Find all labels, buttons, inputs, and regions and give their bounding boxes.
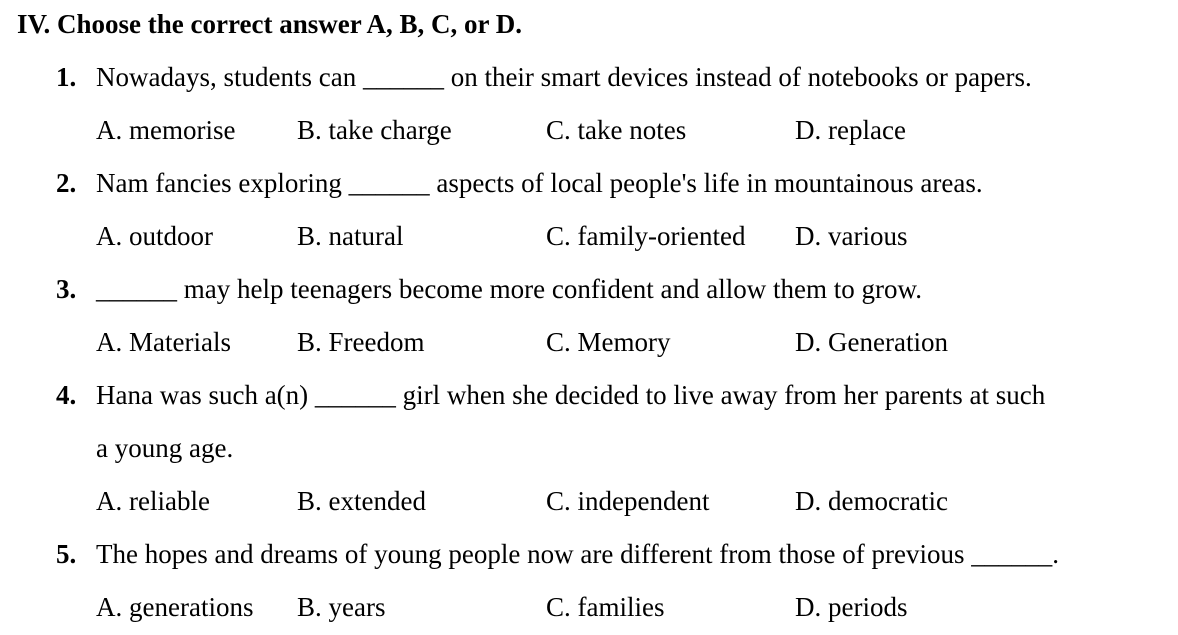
option-a[interactable]: A. generations [96,592,254,622]
question-1 [56,59,1032,95]
option-a[interactable]: A. Materials [96,327,231,357]
option-a[interactable]: A. outdoor [96,221,213,251]
question-2 [56,165,983,201]
option-d[interactable]: D. replace [795,115,906,145]
question-number: 4. [56,380,77,410]
question-text: Nam fancies exploring ______ aspects of local people's life in mountainous areas. [96,168,983,198]
option-d[interactable]: D. democratic [795,486,948,516]
option-c[interactable]: C. independent [546,486,710,516]
question-number: 1. [56,62,77,92]
question-number: 3. [56,274,77,304]
question-number: 5. [56,539,77,569]
option-b[interactable]: B. Freedom [297,327,425,357]
option-c[interactable]: C. take notes [546,115,687,145]
question-3 [56,271,922,307]
question-5 [56,536,1059,572]
question-text-continued: a young age. [96,433,234,463]
option-b[interactable]: B. years [297,592,386,622]
question-text: Nowadays, students can ______ on their smart devices instead of notebooks or papers. [96,62,1032,92]
question-text: The hopes and dreams of young people now are different from those of previous ______. [96,539,1059,569]
option-b[interactable]: B. natural [297,221,404,251]
option-b[interactable]: B. extended [297,486,426,516]
option-b[interactable]: B. take charge [297,115,452,145]
option-d[interactable]: D. Generation [795,327,948,357]
option-d[interactable]: D. various [795,221,908,251]
section-title: IV. Choose the correct answer A, B, C, or D. [17,9,522,39]
option-c[interactable]: C. Memory [546,327,671,357]
option-c[interactable]: C. family-oriented [546,221,746,251]
question-text: Hana was such a(n) ______ girl when she decided to live away from her parents at such [96,380,1046,410]
option-a[interactable]: A. reliable [96,486,210,516]
question-text: ______ may help teenagers become more confident and allow them to grow. [96,274,922,304]
question-4 [56,377,1045,413]
option-c[interactable]: C. families [546,592,665,622]
option-d[interactable]: D. periods [795,592,908,622]
option-a[interactable]: A. memorise [96,115,236,145]
question-number: 2. [56,168,77,198]
